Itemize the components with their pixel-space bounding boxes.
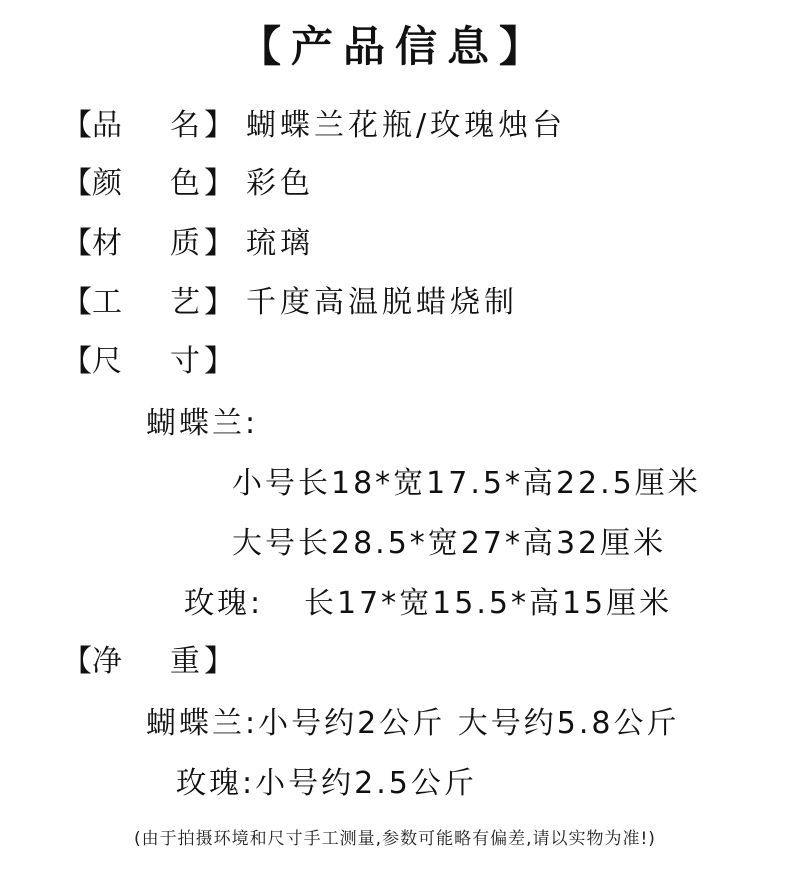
label-char-1: 净 xyxy=(92,644,126,679)
bracket-open: 【 xyxy=(62,644,96,679)
bracket-open: 【 xyxy=(62,226,96,261)
label-char-1: 工 xyxy=(92,285,126,320)
size-rose-value: 长17*宽15.5*高15厘米 xyxy=(304,586,673,621)
label-char-1: 颜 xyxy=(92,166,126,201)
field-value: 千度高温脱蜡烧制 xyxy=(246,285,518,320)
field-value: 蝴蝶兰花瓶/玫瑰烛台 xyxy=(246,108,567,143)
label-char-1: 品 xyxy=(92,108,126,143)
size-rose-label: 玫瑰: xyxy=(184,586,264,621)
bracket-open: 【 xyxy=(62,108,96,143)
field-value: 彩色 xyxy=(246,166,314,201)
label-char-1: 材 xyxy=(92,226,126,261)
bracket-open: 【 xyxy=(62,285,96,320)
disclaimer-note: (由于拍摄环境和尺寸手工测量,参数可能略有偏差,请以实物为准!) xyxy=(134,829,656,849)
bracket-open: 【 xyxy=(62,166,96,201)
size-butterfly-large: 大号长28.5*宽27*高32厘米 xyxy=(232,526,667,561)
label-char-1: 尺 xyxy=(92,344,126,379)
weight-rose: 玫瑰:小号约2.5公斤 xyxy=(176,766,477,801)
size-butterfly-label: 蝴蝶兰: xyxy=(146,406,259,441)
page-title: 【产品信息】 xyxy=(238,22,551,71)
label-char-2: 寸】 xyxy=(170,344,238,379)
label-char-2: 质】 xyxy=(170,226,238,261)
label-char-2: 名】 xyxy=(170,108,238,143)
bracket-open: 【 xyxy=(62,344,96,379)
label-char-2: 艺】 xyxy=(170,285,238,320)
weight-butterfly: 蝴蝶兰:小号约2公斤 大号约5.8公斤 xyxy=(146,706,680,741)
label-char-2: 重】 xyxy=(170,644,238,679)
label-char-2: 色】 xyxy=(170,166,238,201)
size-butterfly-small: 小号长18*宽17.5*高22.5厘米 xyxy=(232,466,701,501)
field-value: 琉璃 xyxy=(246,226,314,261)
